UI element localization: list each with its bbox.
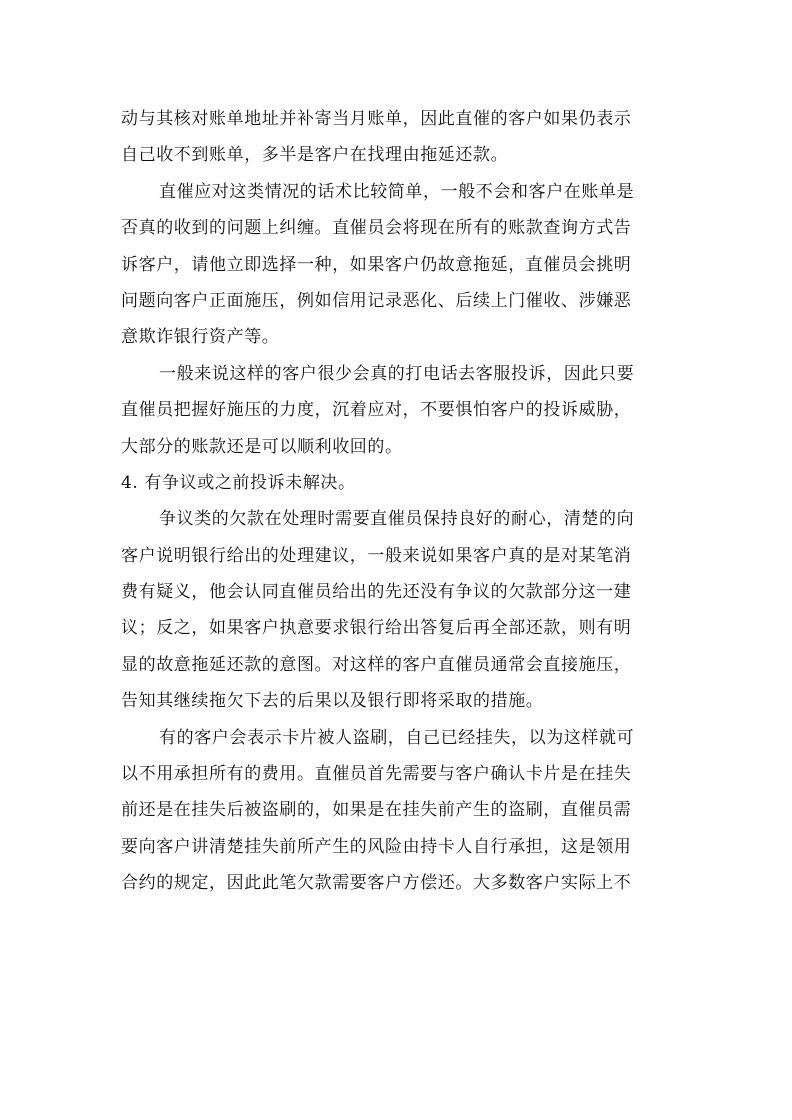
text-line: 诉客户，请他立即选择一种，如果客户仍故意拖延，直催员会挑明 — [121, 254, 632, 275]
text-line: 前还是在挂失后被盗刷的，如果是在挂失前产生的盗刷，直催员需 — [121, 800, 632, 821]
text-line: 合约的规定，因此此笔欠款需要客户方偿还。大多数客户实际上不 — [121, 873, 632, 894]
text-line: 议；反之，如果客户执意要求银行给出答复后再全部还款，则有明 — [121, 618, 632, 639]
text-line: 动与其核对账单地址并补寄当月账单，因此直催的客户如果仍表示 — [121, 109, 632, 129]
text-line: 一般来说这样的客户很少会真的打电话去客服投诉，因此只要 — [159, 363, 635, 384]
text-line: 显的故意拖延还款的意图。对这样的客户直催员通常会直接施压， — [121, 654, 632, 675]
text-line: 否真的收到的问题上纠缠。直催员会将现在所有的账款查询方式告 — [121, 218, 632, 239]
text-line: 问题向客户正面施压，例如信用记录恶化、后续上门催收、涉嫌恶 — [121, 290, 632, 311]
text-line: 要向客户讲清楚挂失前所产生的风险由持卡人自行承担，这是领用 — [121, 836, 632, 857]
text-line: 4. 有争议或之前投诉未解决。 — [121, 472, 356, 493]
text-line: 直催员把握好施压的力度，沉着应对，不要惧怕客户的投诉威胁， — [121, 400, 632, 421]
text-line: 直催应对这类情况的话术比较简单，一般不会和客户在账单是 — [159, 181, 635, 202]
text-line: 告知其继续拖欠下去的后果以及银行即将采取的措施。 — [121, 691, 544, 712]
document-body — [121, 101, 661, 902]
text-line: 有的客户会表示卡片被人盗刷，自己已经挂失，以为这样就可 — [159, 727, 635, 748]
text-line: 大部分的账款还是可以顺利收回的。 — [121, 436, 403, 457]
text-line: 费有疑义，他会认同直催员给出的先还没有争议的欠款部分这一建 — [121, 582, 632, 603]
text-line: 争议类的欠款在处理时需要直催员保持良好的耐心，清楚的向 — [159, 509, 635, 530]
text-line: 意欺诈银行资产等。 — [121, 327, 280, 348]
text-line: 自己收不到账单，多半是客户在找理由拖延还款。 — [121, 145, 509, 166]
text-line: 以不用承担所有的费用。直催员首先需要与客户确认卡片是在挂失 — [121, 764, 632, 785]
text-line: 客户说明银行给出的处理建议，一般来说如果客户真的是对某笔消 — [121, 545, 632, 566]
